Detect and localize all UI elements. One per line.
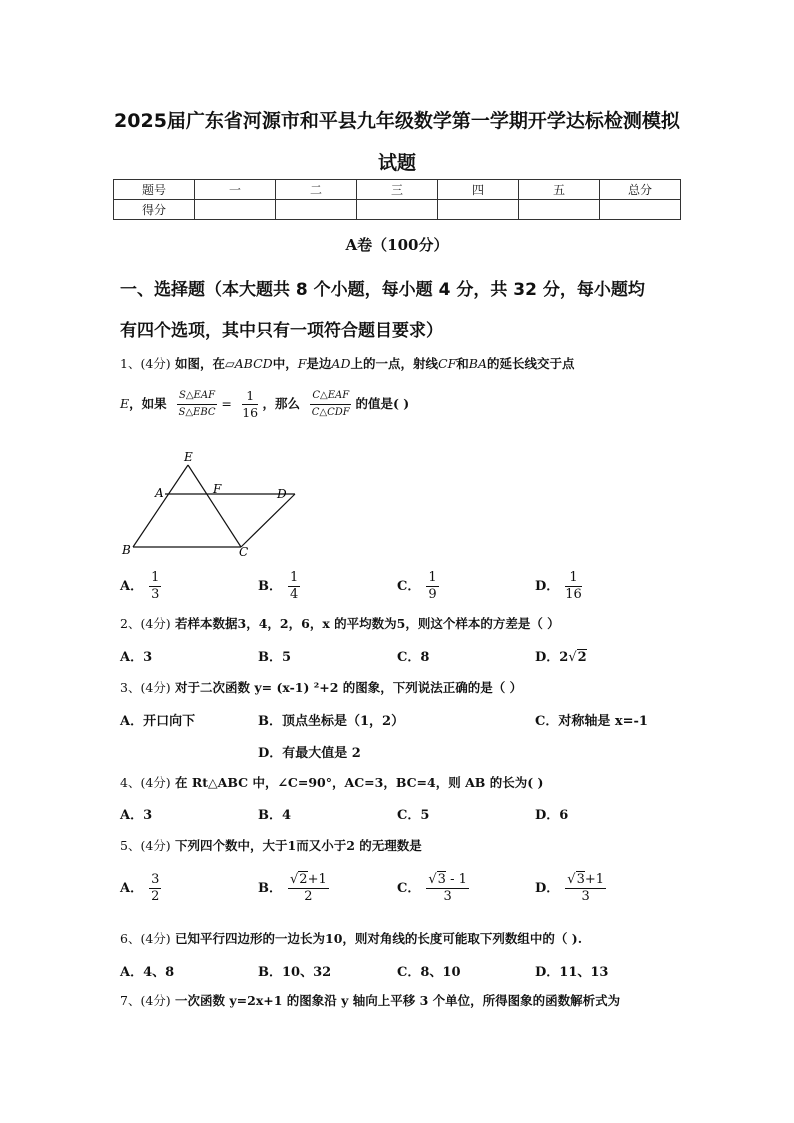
fraction-denominator: 3 [151, 587, 160, 602]
question-text: 对于二次函数 y= (x-1) ²+2 的图象，下列说法正确的是（ ） [175, 680, 523, 695]
fraction-numerator: 1 [428, 570, 437, 585]
question-text: 下列四个数中，大于1而又小于2 的无理数是 [175, 838, 422, 853]
exam-title-line2: 试题 [377, 152, 416, 174]
point-label-b: B [122, 543, 131, 557]
fraction-denominator: 4 [290, 587, 299, 602]
q1-text: 的值是( ) [355, 396, 410, 411]
point-label-e: E [184, 450, 193, 464]
question-text: 若样本数据3，4，2，6，x 的平均数为5，则这个样本的方差是（ ） [175, 616, 560, 631]
radicand: 2 [299, 872, 308, 887]
question-1-line2 [120, 388, 409, 421]
q2-option-b[interactable]: B．5 [258, 650, 292, 665]
q4-option-a[interactable]: A．3 [120, 808, 153, 823]
question-text: 已知平行四边形的一边长为10，则对角线的长度可能取下列数组中的（ ). [175, 931, 583, 946]
segment-be [133, 465, 188, 547]
fraction-denominator: S△EBC [178, 407, 216, 418]
option-label: D．2 [535, 650, 569, 665]
q1-ratio-value [242, 388, 258, 421]
q1-text: 和 [456, 356, 469, 371]
point-label-a: A [155, 486, 164, 500]
fraction-numerator: 1 [565, 570, 582, 587]
exam-title-line1: 2025届广东省河源市和平县九年级数学第一学期开学达标检测模拟 [114, 110, 680, 132]
q1-var: F [297, 356, 307, 371]
volume-heading: A卷（100分） [345, 236, 449, 254]
segment-ec [188, 465, 241, 547]
q1-option-d[interactable] [535, 570, 582, 603]
q1-parallelogram: ▱ABCD [225, 356, 273, 371]
q5-option-b[interactable]: B． $\frac{√2+1}{2}$ [258, 872, 327, 904]
question-5 [120, 836, 422, 854]
numerator-rest: +1 [584, 872, 605, 887]
score-input-cell[interactable] [195, 200, 276, 220]
q3-option-c[interactable]: C．对称轴是 x=-1 [535, 714, 648, 729]
question-text: 一次函数 y=2x+1 的图象沿 y 轴向上平移 3 个单位，所得图象的函数解析式为 [175, 993, 621, 1008]
option-label: A． [120, 579, 144, 594]
q1-parallelogram-figure [115, 448, 305, 560]
question-number: 2、(4分) [120, 616, 171, 631]
question-number: 3、(4分) [120, 680, 171, 695]
option-label: C． [397, 579, 421, 594]
score-table-score-row [114, 200, 681, 220]
q1-text: ，如果 [129, 396, 167, 411]
q2-option-a[interactable]: A．3 [120, 650, 153, 665]
option-label: A． [120, 881, 144, 896]
score-input-cell[interactable] [438, 200, 519, 220]
q1-text: 上的一点，射线 [350, 356, 438, 371]
q6-option-b[interactable]: B．10、32 [258, 965, 332, 980]
score-cell: 题号 [114, 180, 195, 200]
fraction-denominator: 3 [581, 889, 590, 904]
q4-option-c[interactable]: C．5 [397, 808, 430, 823]
q1-option-b[interactable] [258, 570, 300, 603]
question-3 [120, 678, 522, 696]
score-cell: 五 [519, 180, 600, 200]
score-input-cell[interactable] [600, 200, 681, 220]
question-6 [120, 929, 582, 947]
point-label-c: C [239, 545, 249, 559]
question-number: 1、(4分) [120, 356, 171, 371]
q6-option-c[interactable]: C．8、10 [397, 965, 461, 980]
fraction-denominator: 3 [443, 889, 452, 904]
section-heading-line1: 一、选择题（本大题共 8 个小题，每小题 4 分，共 32 分，每小题均 [120, 280, 645, 300]
score-input-cell[interactable] [357, 200, 438, 220]
score-cell: 四 [438, 180, 519, 200]
q1-option-a[interactable] [120, 570, 161, 603]
question-number: 5、(4分) [120, 838, 171, 853]
fraction-denominator: C△CDF [311, 407, 350, 418]
score-input-cell[interactable] [276, 200, 357, 220]
q3-option-b[interactable]: B．顶点坐标是（1，2） [258, 714, 405, 729]
q1-text: 如图，在 [175, 356, 226, 371]
question-number: 6、(4分) [120, 931, 171, 946]
fraction-numerator: 1 [242, 388, 258, 405]
option-label: B． [258, 579, 282, 594]
fraction-numerator: 1 [151, 570, 160, 585]
equals-sign: = [221, 396, 232, 411]
section-heading-line2: 有四个选项，其中只有一项符合题目要求） [120, 321, 443, 341]
score-cell: 三 [357, 180, 438, 200]
fraction-denominator: 16 [565, 587, 582, 602]
fraction-numerator: 1 [290, 570, 299, 585]
fraction-numerator: C△EAF [310, 388, 351, 405]
fraction-denominator: 2 [151, 889, 160, 904]
q1-text: ，那么 [262, 396, 300, 411]
score-table [113, 179, 681, 220]
question-2 [120, 614, 560, 632]
option-label: B． [258, 881, 282, 896]
q1-option-c[interactable] [397, 570, 439, 603]
question-number: 4、(4分) [120, 775, 171, 790]
q2-option-d[interactable]: D．2√2 [535, 650, 587, 665]
score-table-header-row [114, 180, 681, 200]
fraction-denominator: 16 [242, 405, 259, 420]
score-input-cell[interactable] [519, 200, 600, 220]
q3-option-d[interactable]: D．有最大值是 2 [258, 746, 361, 761]
q5-option-a[interactable] [120, 872, 161, 905]
q1-var: CF [438, 356, 457, 371]
q6-option-a[interactable]: A．4、8 [120, 965, 175, 980]
q1-var: AD [331, 356, 351, 371]
question-1-line1 [120, 354, 575, 372]
point-label-f: F [213, 482, 222, 496]
q1-text: 是边 [306, 356, 332, 371]
q1-text: 中， [272, 356, 298, 371]
fraction-numerator: S△EAF [177, 388, 217, 405]
question-number: 7、(4分) [120, 993, 171, 1008]
score-cell: 二 [276, 180, 357, 200]
radicand: 2 [577, 650, 587, 665]
q1-perimeter-ratio [310, 388, 351, 421]
q1-var: E [120, 396, 130, 411]
q3-option-a[interactable]: A．开口向下 [120, 714, 196, 729]
radicand: 3 [437, 872, 446, 887]
option-label: D． [535, 881, 560, 896]
q1-area-ratio [177, 388, 217, 421]
score-cell: 得分 [114, 200, 195, 220]
fraction-numerator: 3 [151, 872, 160, 887]
q5-option-d[interactable]: D． $\frac{√3+1}{3}$ [535, 872, 605, 904]
option-label: C． [397, 881, 421, 896]
q1-text: 的延长线交于点 [486, 356, 575, 371]
q2-option-c[interactable]: C．8 [397, 650, 430, 665]
point-label-d: D [277, 487, 287, 501]
option-label: D． [535, 579, 560, 594]
radicand: 3 [576, 872, 585, 887]
score-cell: 总分 [600, 180, 681, 200]
fraction-denominator: 2 [304, 889, 313, 904]
numerator-rest: +1 [307, 872, 327, 887]
question-7 [120, 991, 620, 1009]
numerator-rest: - 1 [445, 872, 467, 887]
fraction-denominator: 9 [428, 587, 437, 602]
q6-option-d[interactable]: D．11、13 [535, 965, 609, 980]
question-4 [120, 773, 543, 791]
q5-option-c[interactable]: C． $\frac{√3 - 1}{3}$ [397, 872, 467, 904]
score-cell: 一 [195, 180, 276, 200]
q1-var: BA [468, 356, 487, 371]
question-text: 在 Rt△ABC 中，∠C=90°，AC=3，BC=4，则 AB 的长为( ) [175, 775, 544, 790]
segment-cd [241, 494, 295, 547]
q4-option-d[interactable]: D．6 [535, 808, 569, 823]
q4-option-b[interactable]: B．4 [258, 808, 292, 823]
